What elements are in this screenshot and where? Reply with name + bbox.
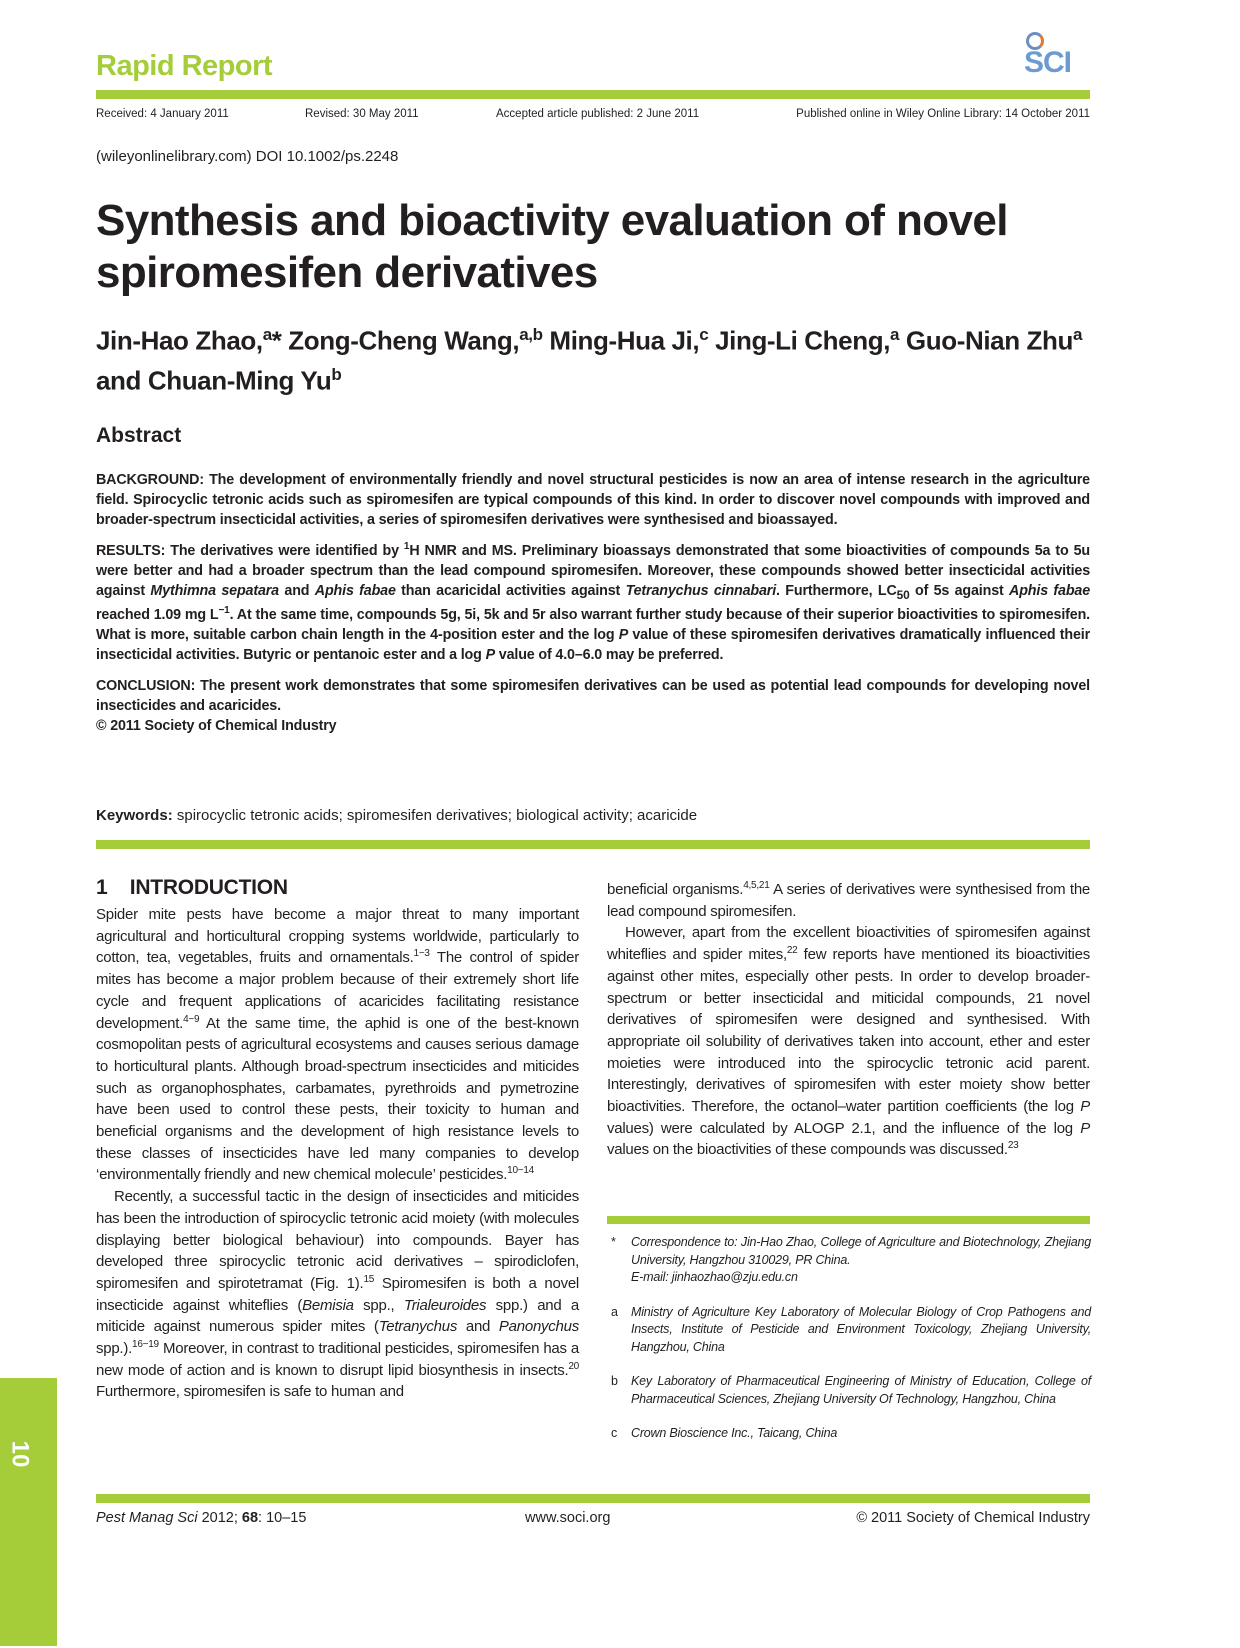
footnote-text: Ministry of Agriculture Key Laboratory of Molecular Biology of Crop Pathogens and Insects, Institute of Pesticide and Environment Toxicology, Zhejiang University, Hangzhou, China bbox=[631, 1304, 1091, 1354]
doi: (wileyonlinelibrary.com) DOI 10.1002/ps.2248 bbox=[96, 148, 399, 165]
text-run: than acaricidal activities against bbox=[395, 583, 626, 599]
copyright: © 2011 Society of Chemical Industry bbox=[856, 1510, 1090, 1526]
italic-text: Pest Manag Sci bbox=[96, 1510, 198, 1526]
superscript: 1 bbox=[403, 541, 410, 553]
text-run: However, apart from the excellent bioactivities of spiromesifen against whiteflies and spider mites, bbox=[607, 924, 1090, 964]
abstract-heading: Abstract bbox=[96, 424, 182, 447]
footnote-text: Correspondence to: Jin-Hao Zhao, College of Agriculture and Biotechnology, Zhejiang University, Hangzhou 310029, PR China. E-mail: jinhaozhao@zju.edu.cn bbox=[631, 1235, 1091, 1284]
text-run: . Furthermore, LC bbox=[776, 583, 897, 599]
italic-text: Panonychus bbox=[498, 1318, 579, 1336]
revised-date: Revised: 30 May 2011 bbox=[305, 108, 419, 120]
accepted-date: Accepted article published: 2 June 2011 bbox=[496, 108, 700, 120]
abstract-conclusion bbox=[96, 676, 1090, 736]
italic-text: Tetranychus bbox=[378, 1318, 458, 1336]
text-run: values) were calculated by ALOGP 2.1, and the influence of the log bbox=[607, 1119, 1081, 1137]
keywords-text: spirocyclic tetronic acids; spiromesifen derivatives; biological activity; acaricide bbox=[172, 807, 698, 824]
text-run: beneficial organisms. bbox=[607, 881, 744, 898]
right-column bbox=[607, 879, 1090, 1161]
subscript: 50 bbox=[896, 587, 910, 602]
text-run: reached 1.09 mg L bbox=[96, 606, 219, 623]
footnote-text: Key Laboratory of Pharmaceutical Engineering of Ministry of Education, College of Pharmaceutical Sciences, Zhejiang University Of Technology, Hangzhou, China bbox=[631, 1374, 1091, 1406]
italic-text: P bbox=[618, 626, 629, 643]
superscript: c bbox=[699, 325, 709, 344]
text-run: Guo-Nian Zhu bbox=[899, 325, 1073, 356]
abstract-background bbox=[96, 470, 1090, 530]
footer-rule bbox=[96, 1494, 1090, 1503]
text-run: A series of derivatives were synthesised from the lead compound spiromesifen. bbox=[607, 881, 1091, 920]
text-run: CONCLUSION: The present work demonstrates that some spiromesifen derivatives can be used as potential lead compounds for developing novel insecticides and acaricides. bbox=[96, 677, 1090, 714]
superscript: 22 bbox=[786, 945, 798, 957]
text-run: . At the same time, compounds 5g, 5i, 5k and 5r also warrant further study because of their superior bioactivities to spiromesifen. What is more, suitable carbon chain length in the 4-position ester and the log bbox=[96, 606, 1090, 643]
text-run: Jing-Li Cheng, bbox=[708, 325, 891, 356]
italic-text: Tetranychus cinnabari bbox=[625, 583, 777, 599]
abstract-body bbox=[96, 470, 1090, 747]
page-tab bbox=[0, 1378, 57, 1646]
intro-paragraph bbox=[96, 904, 579, 1186]
superscript: 23 bbox=[1007, 1140, 1019, 1152]
text-run: The control of spider mites has become a major problem because of their extremely short life cycle and frequent applications of acaricides facilitating resistance development. bbox=[96, 949, 579, 1032]
text-run: BACKGROUND: The development of environmentally friendly and novel structural pesticides is now an area of intense research in the agriculture field. Spirocyclic tetronic acids such as spiromesifen are typical compounds of this kind. In order to discover novel compounds with improved and broader-spectrum insecticidal activities, a series of spiromesifen derivatives were synthesised and bioassayed. bbox=[96, 472, 1090, 528]
text-run: and bbox=[457, 1318, 499, 1336]
keywords-label: Keywords: bbox=[96, 807, 173, 824]
footnote bbox=[611, 1234, 1091, 1287]
text-run: value of 4.0–6.0 may be preferred. bbox=[494, 646, 724, 663]
keywords bbox=[96, 807, 697, 824]
superscript: −1 bbox=[218, 605, 230, 617]
superscript: 1−3 bbox=[413, 948, 430, 960]
footnote-text: Crown Bioscience Inc., Taicang, China bbox=[631, 1426, 838, 1440]
superscript: 15 bbox=[363, 1273, 375, 1285]
received-date: Received: 4 January 2011 bbox=[96, 108, 229, 120]
intro-paragraph bbox=[96, 1186, 579, 1403]
text-run: spp.). bbox=[96, 1340, 133, 1358]
footnote-mark: b bbox=[611, 1374, 618, 1388]
italic-text: P bbox=[1080, 1098, 1090, 1116]
text-run: of 5s against bbox=[909, 583, 1010, 599]
superscript: 10−14 bbox=[507, 1165, 534, 1177]
text-run: Moreover, in contrast to traditional pesticides, spiromesifen has a new mode of action and is known to disrupt lipid biosynthesis in insects. bbox=[96, 1340, 579, 1379]
superscript: 4,5,21 bbox=[743, 880, 770, 891]
footnote-rule bbox=[607, 1216, 1090, 1224]
logo-text: SCI bbox=[1024, 46, 1072, 79]
footnote-mark: a bbox=[611, 1304, 618, 1319]
superscript: a,b bbox=[519, 325, 543, 344]
text-run: values on the bioactivities of these compounds was discussed. bbox=[607, 1141, 1008, 1159]
left-column bbox=[96, 876, 579, 1403]
author-list bbox=[96, 318, 1096, 397]
superscript: 20 bbox=[568, 1360, 579, 1372]
superscript: a bbox=[1072, 325, 1083, 344]
italic-text: Trialeuroides bbox=[403, 1296, 487, 1314]
abstract-results bbox=[96, 541, 1090, 665]
journal-citation bbox=[96, 1510, 306, 1526]
italic-text: P bbox=[1080, 1119, 1090, 1137]
superscript: b bbox=[331, 364, 342, 384]
footnote-mark: * bbox=[611, 1235, 616, 1249]
text-run: Ming-Hua Ji, bbox=[542, 325, 700, 356]
text-run: and Chuan-Ming Yu bbox=[96, 365, 332, 396]
text-run: Jin-Hao Zhao, bbox=[96, 325, 263, 356]
italic-text: Bemisia bbox=[302, 1296, 354, 1314]
footnotes bbox=[611, 1234, 1091, 1460]
text-run: 2012; bbox=[197, 1510, 242, 1526]
footnote bbox=[611, 1425, 1091, 1443]
italic-text: Aphis fabae bbox=[314, 583, 396, 599]
superscript: a bbox=[890, 325, 900, 344]
text-run: At the same time, the aphid is one of the best-known cosmopolitan pests of agricultural ecosystems and causes serious damage to horticultural plants. Although broad-spectrum insecticides and miticides such as organophosphates, carbamates, pyrethroids and pymetrozine have been used to control these pests, their toxicity to human and beneficial organisms and the development of high resistance levels to these classes of insecticides have led many companies to develop ‘environmentally friendly and new chemical molecule’ pesticides. bbox=[96, 1014, 579, 1184]
section-label: Rapid Report bbox=[96, 50, 273, 82]
superscript: 16−19 bbox=[132, 1339, 159, 1351]
text-run: : 10–15 bbox=[258, 1510, 307, 1526]
footnote bbox=[611, 1373, 1091, 1408]
text-run: © 2011 Society of Chemical Industry bbox=[96, 717, 337, 734]
text-run: RESULTS: The derivatives were identified by bbox=[96, 543, 404, 559]
text-run: and bbox=[278, 583, 315, 599]
text-run: H NMR and MS. Preliminary bioassays demonstrated that some bioactivities of compounds 5a to 5u were better and had a broader spectrum than the lead compound spiromesifen. Moreover, these compounds showed better insecticidal activities against bbox=[96, 543, 1090, 599]
footnote bbox=[611, 1304, 1091, 1357]
text-run: Furthermore, spiromesifen is safe to human and bbox=[96, 1383, 404, 1401]
text-run: spp.) and a miticide against numerous spider mites ( bbox=[96, 1296, 579, 1336]
text-run: Spiromesifen is both a novel insecticide against whiteflies ( bbox=[96, 1274, 579, 1314]
italic-text: Mythimna sepatara bbox=[150, 583, 279, 599]
text-run: Spider mite pests have become a major threat to many important agricultural and horticultural cropping systems worldwide, particularly to cotton, tea, vegetables, fruits and ornamentals. bbox=[96, 906, 579, 967]
footnote-mark: c bbox=[611, 1426, 618, 1440]
page-number: 10 bbox=[6, 1440, 34, 1468]
website-link[interactable]: www.soci.org bbox=[525, 1510, 611, 1526]
text-run: 68 bbox=[241, 1510, 259, 1526]
intro-paragraph bbox=[607, 879, 1090, 922]
italic-text: Aphis fabae bbox=[1009, 583, 1091, 599]
article-title: Synthesis and bioactivity evaluation of novel spiromesifen derivatives bbox=[96, 196, 1008, 297]
introduction-heading: 1 INTRODUCTION bbox=[96, 876, 288, 899]
text-run: few reports have mentioned its bioactivities against other mites, especially other pests. In order to develop broader-spectrum or better insecticidal and miticidal compounds, 21 novel derivatives of spiromesifen were designed and synthesised. With appropriate oil solubility of derivatives taken into account, ether and ester moieties were introduced into the spirocyclic tetronic acid parent. Interestingly, derivatives of spiromesifen with ester moiety show better bioactivities. Therefore, the octanol–water partition coefficients (the log bbox=[607, 946, 1090, 1116]
text-run: Recently, a successful tactic in the design of insecticides and miticides has been the introduction of spirocyclic tetronic acid moiety (with molecules displaying better biological behaviour) into compounds. Bayer has developed three spirocyclic tetronic acid derivatives – spirodiclofen, spiromesifen and spirotetramat (Fig. 1). bbox=[96, 1188, 579, 1292]
published-date: Published online in Wiley Online Library: 14 October 2011 bbox=[796, 108, 1090, 120]
sci-logo bbox=[1024, 30, 1094, 82]
italic-text: P bbox=[485, 646, 495, 663]
superscript: 4−9 bbox=[183, 1013, 200, 1025]
superscript: a bbox=[262, 325, 272, 344]
text-run: spp., bbox=[353, 1296, 404, 1314]
header-rule bbox=[96, 90, 1090, 99]
abstract-rule bbox=[96, 840, 1090, 849]
text-run: value of these spiromesifen derivatives dramatically influenced their insecticidal activities. Butyric or pentanoic ester and a log bbox=[96, 626, 1091, 663]
text-run: * Zong-Cheng Wang, bbox=[271, 325, 520, 356]
intro-paragraph bbox=[607, 922, 1090, 1161]
